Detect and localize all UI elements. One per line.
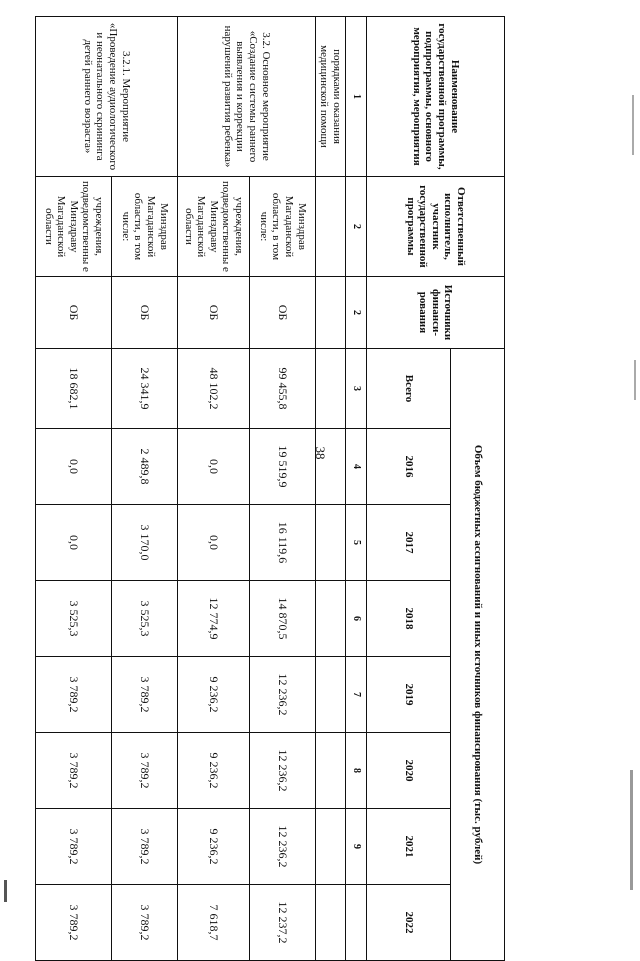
header-year: 2018 xyxy=(367,581,451,657)
header-total: Всего xyxy=(367,349,451,429)
row-value: 0,0 xyxy=(36,429,112,505)
column-number-row xyxy=(346,17,367,961)
column-number: 9 xyxy=(346,809,367,885)
row-value: 12 774,9 xyxy=(178,581,250,657)
row-value: 3 789,2 xyxy=(36,733,112,809)
header-year: 2021 xyxy=(367,809,451,885)
row-source: ОБ xyxy=(250,277,316,349)
row-value: 0,0 xyxy=(178,505,250,581)
row-value: 7 618,7 xyxy=(178,885,250,961)
row-value: 16 119,6 xyxy=(250,505,316,581)
column-number: 3 xyxy=(346,349,367,429)
row-value: 3 789,2 xyxy=(112,733,178,809)
rotated-table-container xyxy=(37,16,505,944)
row-value: 3 789,2 xyxy=(36,657,112,733)
table-row xyxy=(250,17,316,961)
scan-artifact xyxy=(634,360,636,400)
row-source: ОБ xyxy=(36,277,112,349)
row-value: 2 489,8 xyxy=(112,429,178,505)
header-year: 2017 xyxy=(367,505,451,581)
row-value: 3 525,3 xyxy=(112,581,178,657)
row-value: 9 236,2 xyxy=(178,733,250,809)
scan-artifact xyxy=(630,770,633,890)
row-value: 3 789,2 xyxy=(112,809,178,885)
row-value: 12 236,2 xyxy=(250,733,316,809)
page-number: 38 xyxy=(313,446,328,460)
row-source: ОБ xyxy=(112,277,178,349)
row-responsible: Минздрав Магаданской области, в том числе: xyxy=(250,177,316,277)
header-year: 2016 xyxy=(367,429,451,505)
continuation-row xyxy=(316,17,346,961)
header-source: Источники финанси-рования xyxy=(367,277,505,349)
column-number xyxy=(346,885,367,961)
row-name: 3.2.1. Мероприятие «Проведение аудиологического и неонатального скрининга детей раннего возраста» xyxy=(36,17,178,177)
header-year: 2019 xyxy=(367,657,451,733)
column-number: 5 xyxy=(346,505,367,581)
header-year: 2020 xyxy=(367,733,451,809)
header-year: 2022 xyxy=(367,885,451,961)
row-value: 14 870,5 xyxy=(250,581,316,657)
header-funding-group: Объем бюджетных ассигнований и иных источников финансирования (тыс. рублей) xyxy=(451,349,505,961)
row-source: ОБ xyxy=(178,277,250,349)
row-responsible: Минздрав Магаданской области, в том числе: xyxy=(112,177,178,277)
row-value: 3 789,2 xyxy=(112,657,178,733)
column-number: 2 xyxy=(346,177,367,277)
column-number: 6 xyxy=(346,581,367,657)
column-number: 2 xyxy=(346,277,367,349)
column-number: 8 xyxy=(346,733,367,809)
row-value: 9 236,2 xyxy=(178,657,250,733)
row-value: 0,0 xyxy=(36,505,112,581)
funding-table xyxy=(35,16,505,961)
row-total: 24 341,9 xyxy=(112,349,178,429)
row-value: 9 236,2 xyxy=(178,809,250,885)
row-value: 12 237,2 xyxy=(250,885,316,961)
scan-artifact xyxy=(4,880,7,902)
row-total: 48 102,2 xyxy=(178,349,250,429)
table-row xyxy=(112,17,178,961)
row-value: 3 789,2 xyxy=(36,885,112,961)
scan-artifact xyxy=(632,95,634,155)
row-value: 12 236,2 xyxy=(250,809,316,885)
row-name: 3.2. Основное мероприятие «Создание системы раннего выявления и коррекции нарушений развития ребенка» xyxy=(178,17,316,177)
continuation-text: порядками оказания медицинской помощи xyxy=(316,17,346,177)
row-value: 3 789,2 xyxy=(112,885,178,961)
header-name: Наименование государственной программы, подпрограммы, основного мероприятия, мероприятия xyxy=(367,17,505,177)
row-total: 99 455,8 xyxy=(250,349,316,429)
row-value: 3 789,2 xyxy=(36,809,112,885)
row-total: 18 682,1 xyxy=(36,349,112,429)
header-responsible: Ответственный исполнитель, участник государственной программы xyxy=(367,177,505,277)
row-responsible: учреждения, подведомственны е Минздраву Магаданской области xyxy=(178,177,250,277)
row-value: 19 519,9 xyxy=(250,429,316,505)
row-responsible: учреждения, подведомственны е Минздраву Магаданской области xyxy=(36,177,112,277)
column-number: 4 xyxy=(346,429,367,505)
row-value: 3 525,3 xyxy=(36,581,112,657)
column-number: 7 xyxy=(346,657,367,733)
row-value: 12 236,2 xyxy=(250,657,316,733)
column-number: 1 xyxy=(346,17,367,177)
row-value: 3 170,0 xyxy=(112,505,178,581)
row-value: 0,0 xyxy=(178,429,250,505)
